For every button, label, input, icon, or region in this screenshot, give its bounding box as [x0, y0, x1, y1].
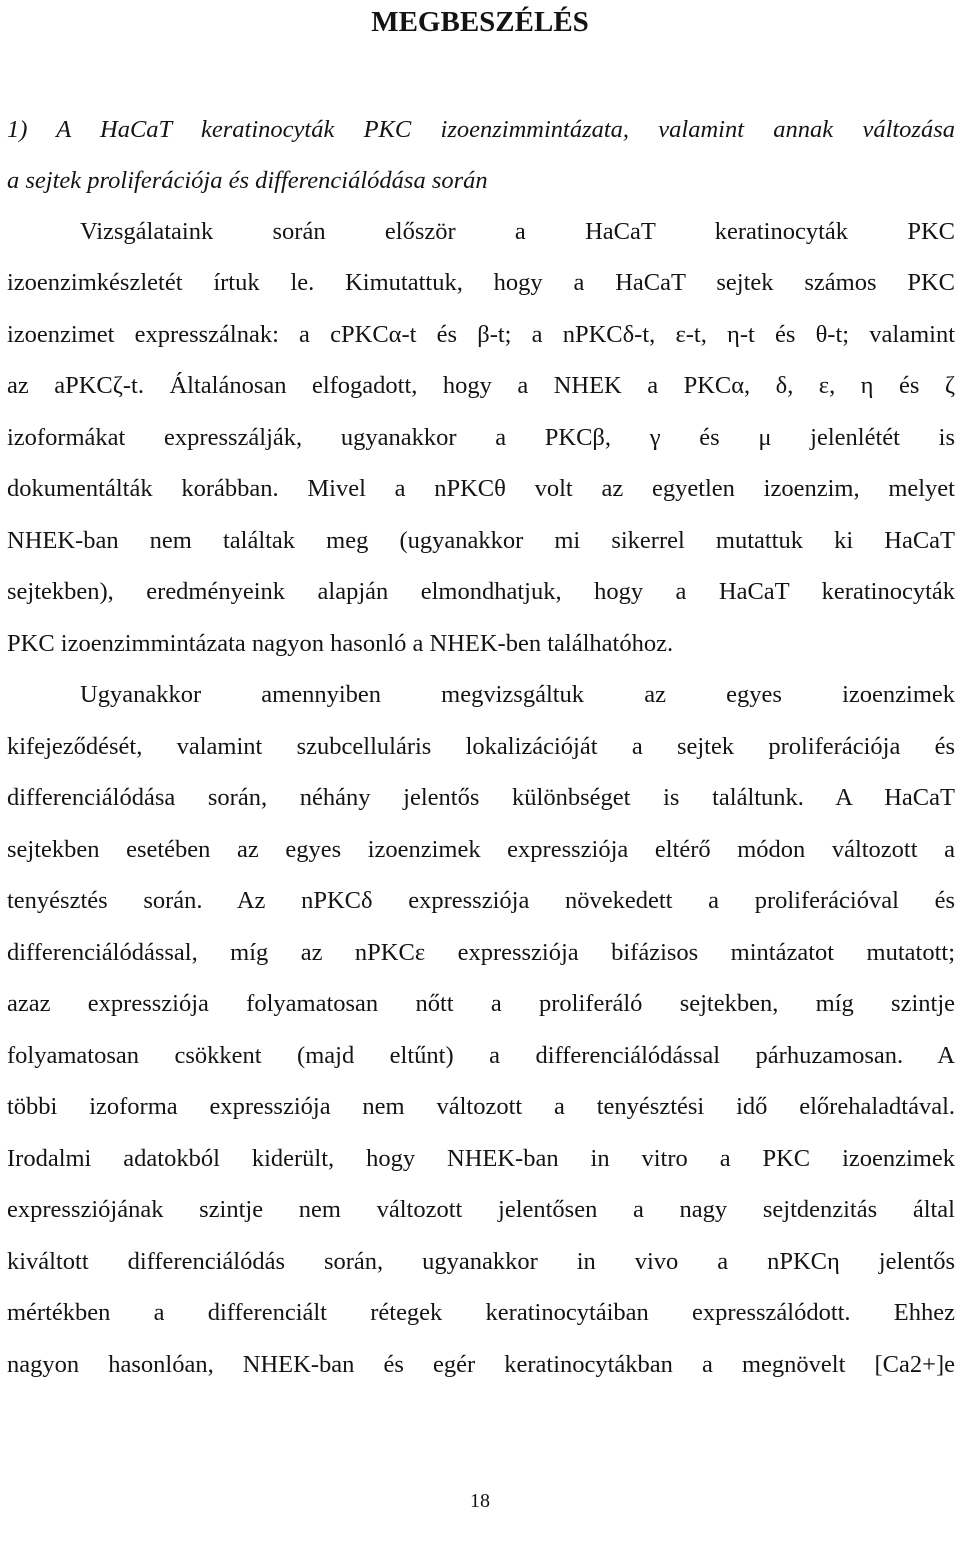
- section-heading-line-1: 1) A HaCaT keratinocyták PKC izoenzimmintázata, valamint annak változása: [7, 116, 955, 143]
- body-line: expressziójának szintje nem változott jelentősen a nagy sejtdenzitás által: [7, 1196, 955, 1223]
- body-line: nagyon hasonlóan, NHEK-ban és egér keratinocytákban a megnövelt [Ca2+]e: [7, 1351, 955, 1378]
- page-number: 18: [470, 1490, 490, 1512]
- body-line: izoenzimkészletét írtuk le. Kimutattuk, hogy a HaCaT sejtek számos PKC: [7, 269, 955, 296]
- body-line: folyamatosan csökkent (majd eltűnt) a differenciálódással párhuzamosan. A: [7, 1042, 955, 1069]
- body-line: PKC izoenzimmintázata nagyon hasonló a NHEK-ben találhatóhoz.: [7, 630, 674, 657]
- body-line: differenciálódása során, néhány jelentős különbséget is találtunk. A HaCaT: [7, 784, 955, 811]
- body-line: kiváltott differenciálódás során, ugyanakkor in vivo a nPKCη jelentős: [7, 1248, 955, 1275]
- body-line: izoformákat expresszálják, ugyanakkor a PKCβ, γ és μ jelenlétét is: [7, 424, 955, 451]
- body-line: Irodalmi adatokból kiderült, hogy NHEK-ban in vitro a PKC izoenzimek: [7, 1145, 955, 1172]
- body-line: többi izoforma expressziója nem változott a tenyésztési idő előrehaladtával.: [7, 1093, 955, 1120]
- body-line: az aPKCζ-t. Általánosan elfogadott, hogy a NHEK a PKCα, δ, ε, η és ζ: [7, 372, 955, 399]
- body-line: differenciálódással, míg az nPKCε expressziója bifázisos mintázatot mutatott;: [7, 939, 955, 966]
- body-line: sejtekben), eredményeink alapján elmondhatjuk, hogy a HaCaT keratinocyták: [7, 578, 955, 605]
- body-line: Ugyanakkor amennyiben megvizsgáltuk az egyes izoenzimek: [80, 681, 955, 708]
- body-line: mértékben a differenciált rétegek keratinocytáiban expresszálódott. Ehhez: [7, 1299, 955, 1326]
- body-line: dokumentálták korábban. Mivel a nPKCθ volt az egyetlen izoenzim, melyet: [7, 475, 955, 502]
- body-line: NHEK-ban nem találtak meg (ugyanakkor mi sikerrel mutattuk ki HaCaT: [7, 527, 955, 554]
- body-line: izoenzimet expresszálnak: a cPKCα-t és β-t; a nPKCδ-t, ε-t, η-t és θ-t; valamint: [7, 321, 955, 348]
- body-line: tenyésztés során. Az nPKCδ expressziója növekedett a proliferációval és: [7, 887, 955, 914]
- body-line: kifejeződését, valamint szubcelluláris lokalizációját a sejtek proliferációja és: [7, 733, 955, 760]
- body-line: Vizsgálataink során először a HaCaT keratinocyták PKC: [80, 218, 955, 245]
- body-line: sejtekben esetében az egyes izoenzimek expressziója eltérő módon változott a: [7, 836, 955, 863]
- section-heading-line-2: a sejtek proliferációja és differenciálódása során: [7, 167, 488, 194]
- body-line: azaz expressziója folyamatosan nőtt a proliferáló sejtekben, míg szintje: [7, 990, 955, 1017]
- page-title: MEGBESZÉLÉS: [371, 6, 589, 38]
